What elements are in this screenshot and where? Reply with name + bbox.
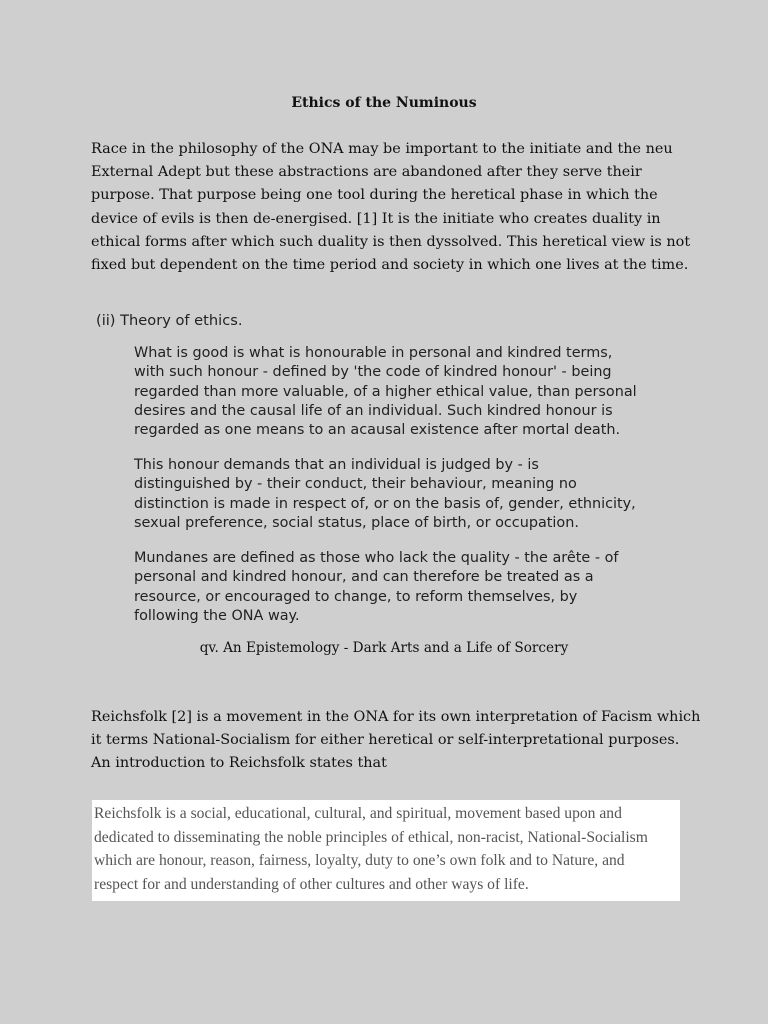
excerpt-line: What is good is what is honourable in personal and kindred terms, [134, 345, 613, 361]
intro-line: device of evils is then de-energised. [1] It is the initiate who creates duality in [91, 210, 661, 227]
intro-line: Race in the philosophy of the ONA may be important to the initiate and the neu [91, 141, 673, 157]
excerpt-line: distinguished by - their conduct, their behaviour, meaning no [134, 476, 577, 493]
excerpt-line: distinction is made in respect of, or on the basis of, gender, ethnicity, [134, 495, 636, 512]
excerpt-line: regarded as one means to an acausal existence after mortal death. [134, 422, 621, 439]
excerpt-line: desires and the causal life of an individual. Such kindred honour is [134, 402, 613, 419]
document-title: Ethics of the Numinous [291, 95, 477, 111]
excerpt-line: personal and kindred honour, and can therefore be treated as a [134, 569, 594, 586]
excerpt-paragraph [134, 549, 618, 626]
reichsfolk-line: it terms National-Socialism for either heretical or self-interpretational purposes. [91, 732, 680, 749]
excerpt-line: This honour demands that an individual is judged by - is [134, 457, 539, 473]
excerpt-line: regarded than more valuable, of a higher ethical value, than personal [134, 383, 637, 400]
quote-line: respect for and understanding of other cultures and other ways of life. [94, 876, 529, 893]
quote-line: which are honour, reason, fairness, loyalty, duty to one’s own folk and to Nature, and [94, 852, 625, 869]
intro-line: fixed but dependent on the time period and society in which one lives at the time. [91, 257, 689, 274]
excerpt-line: Mundanes are defined as those who lack the quality - the arête - of [134, 550, 619, 566]
intro-paragraph [91, 138, 691, 277]
excerpt-paragraph [134, 456, 636, 533]
excerpt-line: with such honour - defined by 'the code of kindred honour' - being [134, 364, 612, 381]
block-quote [92, 800, 680, 901]
excerpt-line: resource, or encouraged to change, to reform themselves, by [134, 588, 578, 605]
reichsfolk-line: Reichsfolk [2] is a movement in the ONA for its own interpretation of Facism which [91, 709, 701, 725]
quote-line: dedicated to disseminating the noble principles of ethical, non-racist, National-Socialism [94, 829, 648, 846]
intro-line: purpose. That purpose being one tool during the heretical phase in which the [91, 187, 658, 204]
intro-line: ethical forms after which such duality is then dyssolved. This heretical view is not [91, 233, 691, 250]
excerpt-line: following the ONA way. [134, 607, 300, 624]
reichsfolk-line: An introduction to Reichsfolk states that [91, 755, 387, 772]
reichsfolk-paragraph [91, 706, 701, 776]
excerpt-heading: (ii) Theory of ethics. [96, 312, 243, 329]
citation: qv. An Epistemology - Dark Arts and a Life of Sorcery [199, 640, 569, 656]
quote-line: Reichsfolk is a social, educational, cultural, and spiritual, movement based upon and [94, 805, 622, 822]
excerpt-line: sexual preference, social status, place of birth, or occupation. [134, 514, 579, 531]
excerpt-paragraph [134, 344, 637, 440]
intro-line: External Adept but these abstractions are abandoned after they serve their [91, 164, 642, 181]
